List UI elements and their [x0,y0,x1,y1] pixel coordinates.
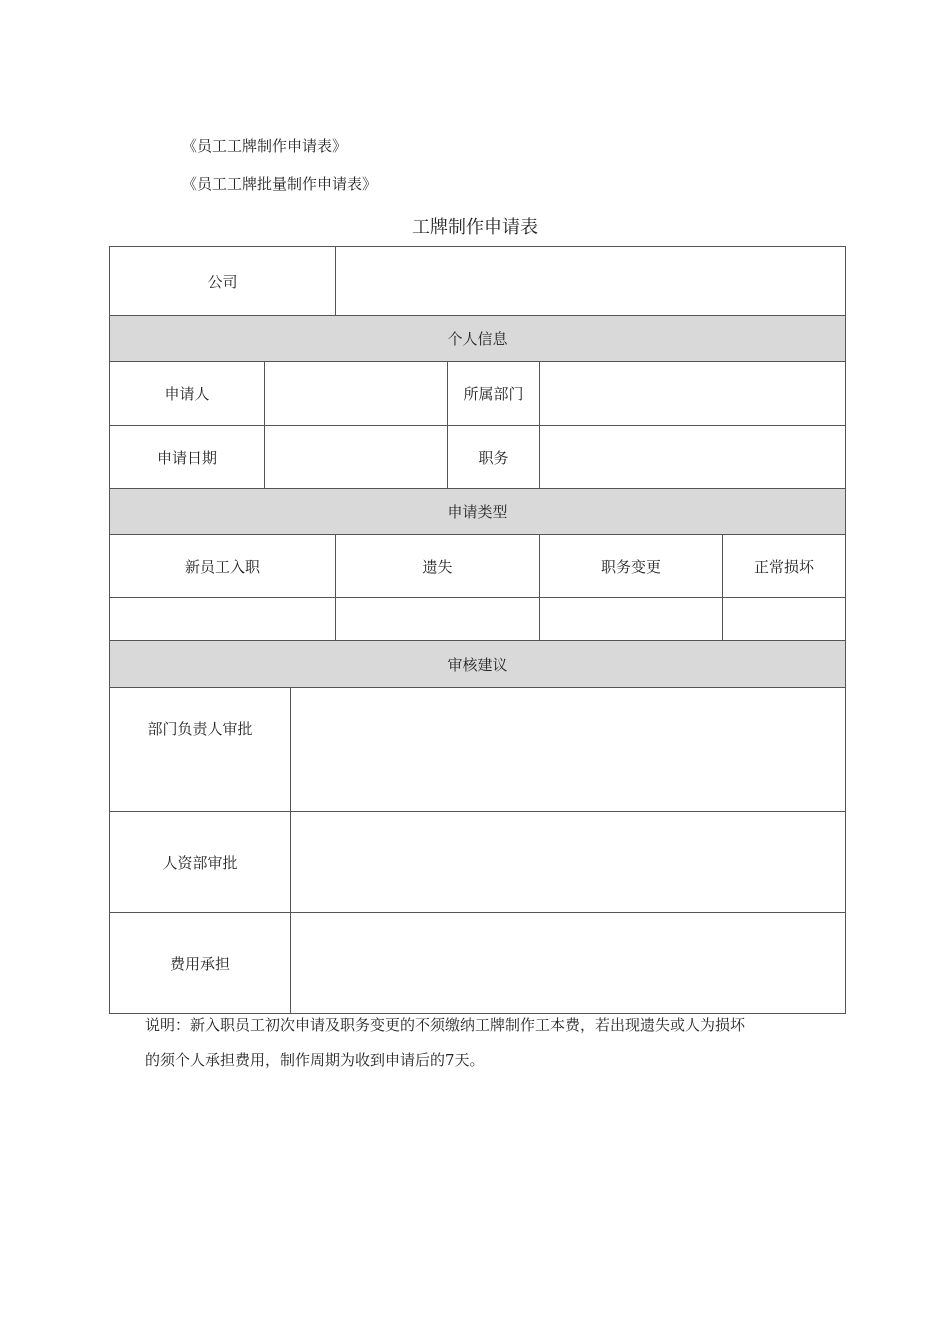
company-label: 公司 [110,247,336,316]
position-label: 职务 [448,426,540,489]
type-lost-label: 遗失 [336,535,540,598]
cost-bearing-field[interactable] [291,913,845,1013]
badge-application-form [109,246,846,1014]
dept-head-approval-label: 部门负责人审批 [110,688,291,812]
section-application-type: 申请类型 [110,489,845,535]
type-new-employee-label: 新员工入职 [110,535,336,598]
hr-approval-field[interactable] [291,812,845,913]
dept-head-approval-field[interactable] [291,688,845,812]
position-field[interactable] [540,426,845,489]
note-line-2: 的须个人承担费用，制作周期为收到申请后的7天。 [145,1051,485,1069]
type-position-change-label: 职务变更 [540,535,723,598]
section-review: 审核建议 [110,641,845,688]
department-field[interactable] [540,362,845,426]
hr-approval-label: 人资部审批 [110,812,291,913]
department-label: 所属部门 [448,362,540,426]
type-new-employee-field[interactable] [110,598,336,641]
apply-date-label: 申请日期 [110,426,265,489]
apply-date-field[interactable] [265,426,448,489]
type-lost-field[interactable] [336,598,540,641]
reference-form-1: 《员工工牌制作申请表》 [182,137,348,155]
cost-bearing-label: 费用承担 [110,913,291,1013]
applicant-label: 申请人 [110,362,265,426]
note-line-1: 说明：新入职员工初次申请及职务变更的不须缴纳工牌制作工本费，若出现遗失或人为损坏 [145,1016,746,1034]
type-normal-damage-field[interactable] [723,598,845,641]
type-normal-damage-label: 正常损坏 [723,535,845,598]
section-personal-info: 个人信息 [110,316,845,362]
reference-form-2: 《员工工牌批量制作申请表》 [182,175,378,193]
form-title: 工牌制作申请表 [412,217,538,238]
type-position-change-field[interactable] [540,598,723,641]
company-field[interactable] [336,247,845,316]
applicant-field[interactable] [265,362,448,426]
